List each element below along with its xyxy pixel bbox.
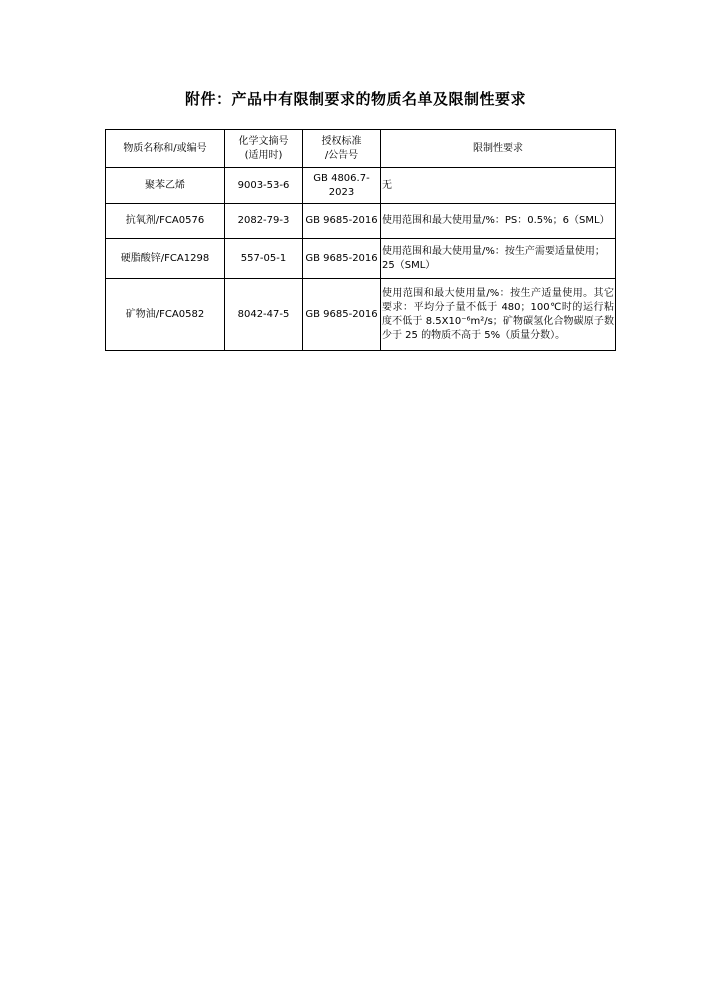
cell-requirement: 使用范围和最大使用量/%：按生产需要适量使用；25（SML） (381, 239, 616, 279)
restricted-substances-table (105, 129, 616, 351)
table-row (106, 239, 616, 279)
cell-substance-name: 聚苯乙烯 (106, 168, 225, 204)
cell-standard: GB 9685-2016 (303, 239, 381, 279)
cell-requirement-text: 使用范围和最大使用量/%：按生产适量使用。其它要求：平均分子量不低于 480；100℃时的运行粘度不低于 8.5X10⁻⁶m²/s；矿物碳氢化合物碳原子数少于 25 的物质不高于 5%（质量分数）。 (382, 287, 614, 341)
cell-cas-number: 2082-79-3 (225, 204, 303, 239)
header-cas-line2: (适用时) (244, 149, 283, 161)
table-row (106, 168, 616, 204)
cell-cas-number: 8042-47-5 (225, 279, 303, 351)
cell-standard: GB 4806.7-2023 (303, 168, 381, 204)
header-standard (303, 130, 381, 168)
page-title: 附件：产品中有限制要求的物质名单及限制性要求 (184, 90, 526, 108)
header-standard-line1: 授权标准 (321, 135, 362, 147)
cell-requirement (381, 279, 616, 351)
header-requirement: 限制性要求 (381, 130, 616, 168)
cell-substance-name: 硬脂酸锌/FCA1298 (106, 239, 225, 279)
table-header-row (106, 130, 616, 168)
header-cas-line1: 化学文摘号 (238, 135, 289, 147)
table-row (106, 279, 616, 351)
cell-standard: GB 9685-2016 (303, 279, 381, 351)
cell-substance-name: 抗氧剂/FCA0576 (106, 204, 225, 239)
cell-requirement: 无 (381, 168, 616, 204)
cell-standard: GB 9685-2016 (303, 204, 381, 239)
cell-substance-name: 矿物油/FCA0582 (106, 279, 225, 351)
header-cas-number (225, 130, 303, 168)
cell-requirement: 使用范围和最大使用量/%：PS：0.5%；6（SML） (381, 204, 616, 239)
header-substance-name: 物质名称和/或编号 (106, 130, 225, 168)
table-row (106, 204, 616, 239)
cell-cas-number: 557-05-1 (225, 239, 303, 279)
header-standard-line2: /公告号 (324, 149, 359, 161)
cell-cas-number: 9003-53-6 (225, 168, 303, 204)
